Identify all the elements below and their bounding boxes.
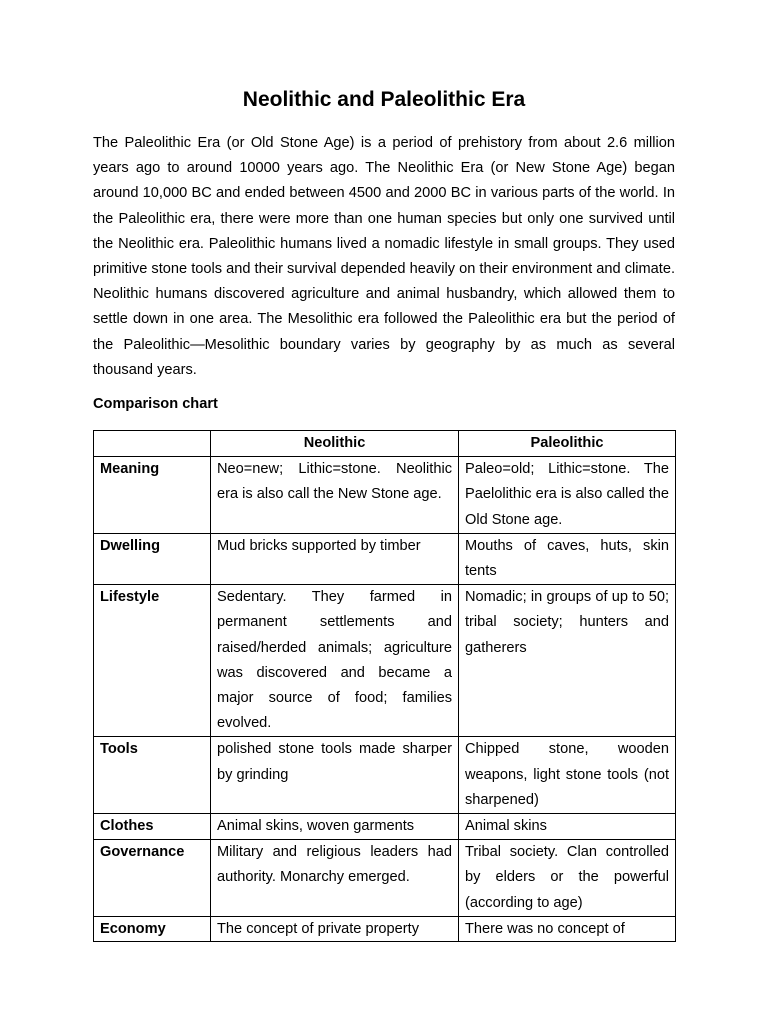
neolithic-cell: polished stone tools made sharper by grinding	[211, 737, 459, 814]
paleolithic-cell: Chipped stone, wooden weapons, light stone tools (not sharpened)	[459, 737, 676, 814]
table-row	[94, 457, 676, 534]
row-label: Lifestyle	[94, 585, 211, 737]
table-row	[94, 840, 676, 917]
paleolithic-cell: Nomadic; in groups of up to 50; tribal society; hunters and gatherers	[459, 585, 676, 737]
row-label: Meaning	[94, 457, 211, 534]
neolithic-cell	[211, 916, 459, 941]
table-header-row	[94, 431, 676, 457]
header-cell-neolithic: Neolithic	[211, 431, 459, 457]
paleolithic-cell: Paleo=old; Lithic=stone. The Paelolithic era is also called the Old Stone age.	[459, 457, 676, 534]
table-row	[94, 533, 676, 584]
row-label: Tools	[94, 737, 211, 814]
row-label-text: Economy	[100, 920, 166, 937]
row-label: Clothes	[94, 814, 211, 840]
paleolithic-cell: Tribal society. Clan controlled by elders or the powerful (according to age)	[459, 840, 676, 917]
comparison-chart-heading: Comparison chart	[93, 396, 218, 412]
neolithic-cell: Neo=new; Lithic=stone. Neolithic era is also call the New Stone age.	[211, 457, 459, 534]
neolithic-cell: Animal skins, woven garments	[211, 814, 459, 840]
header-cell-paleolithic: Paleolithic	[459, 431, 676, 457]
header-cell-empty	[94, 431, 211, 457]
document-title: Neolithic and Paleolithic Era	[242, 88, 526, 111]
table-row	[94, 916, 676, 941]
intro-paragraph: The Paleolithic Era (or Old Stone Age) is a period of prehistory from about 2.6 million years ago to around 10000 years ago. The Neolithic Era (or New Stone Age) began around 10,000 BC and ended between 4500 and 2000 BC in various parts of the world. In the Paleolithic era, there were more than one human species but only one survived until the Neolithic era. Paleolithic humans lived a nomadic lifestyle in small groups. They used primitive stone tools and their survival depended heavily on their environment and climate. Neolithic humans discovered agriculture and animal husbandry, which allowed them to settle down in one area. The Mesolithic era followed the Paleolithic era but the period of the Paleolithic—Mesolithic boundary varies by geography by as much as several thousand years.	[93, 135, 675, 378]
paleolithic-cell-text: There was no concept of	[465, 920, 625, 937]
neolithic-cell: Sedentary. They farmed in permanent settlements and raised/herded animals; agriculture was discovered and became a major source of food; families evolved.	[211, 585, 459, 737]
neolithic-cell-text: The concept of private property	[217, 920, 419, 937]
row-label: Dwelling	[94, 533, 211, 584]
row-label	[94, 916, 211, 941]
neolithic-cell: Military and religious leaders had authority. Monarchy emerged.	[211, 840, 459, 917]
table-row	[94, 814, 676, 840]
paleolithic-cell: Mouths of caves, huts, skin tents	[459, 533, 676, 584]
paleolithic-cell	[459, 916, 676, 941]
row-label: Governance	[94, 840, 211, 917]
table-row	[94, 737, 676, 814]
table-row	[94, 585, 676, 737]
comparison-table	[93, 430, 676, 942]
neolithic-cell: Mud bricks supported by timber	[211, 533, 459, 584]
paleolithic-cell: Animal skins	[459, 814, 676, 840]
